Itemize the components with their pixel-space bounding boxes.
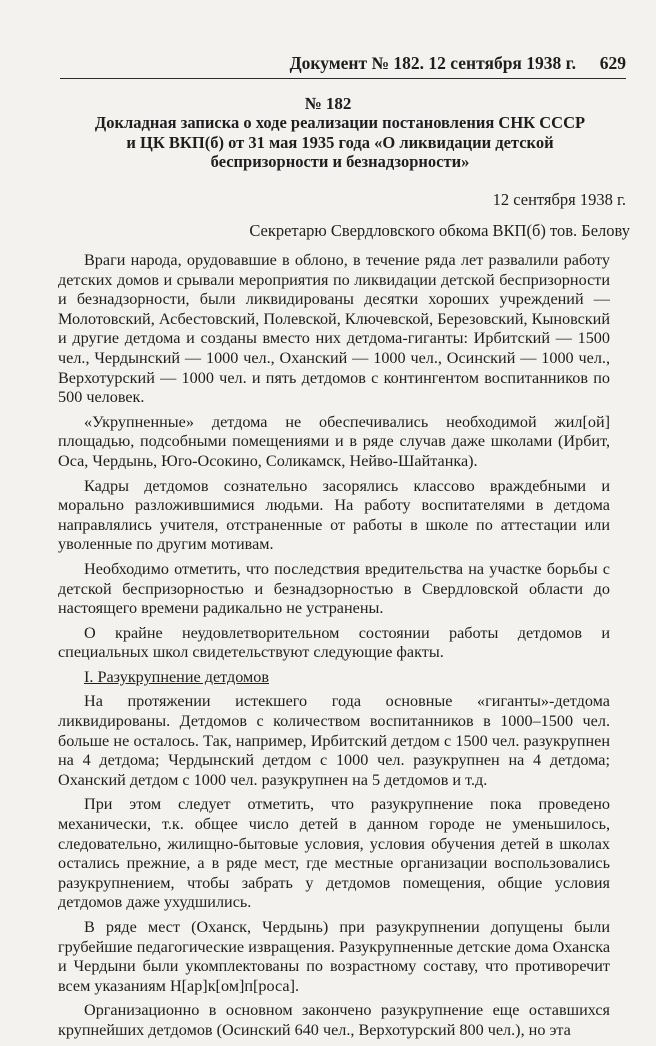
page-number: 629 [599, 53, 626, 73]
paragraph: При этом следует отметить, что разукрупнение пока проведено механически, т.к. общее число детей в данном городе не уменьшилось, следовательно, жилищно-бытовые условия, условия обучения детей в школах остались прежние, а в ряде мест, где местные организации воспользовались разукрупнением, чтобы забрать у детдомов помещения, общие условия детдомов даже ухудшились. [58, 795, 610, 912]
paragraph: На протяжении истекшего года основные «гиганты»-детдома ликвидированы. Детдомов с количеством воспитанников в 1000–1500 чел. больше не осталось. Так, например, Ирбитский детдом с 1500 чел. разукрупнен на 4 детдома; Чердынский детдом с 1000 чел. разукрупнен на 4 детдома; Оханский детдом с 1000 чел. разукрупнен на 5 детдомов и т.д. [58, 692, 610, 789]
document-date: 12 сентября 1938 г. [492, 190, 626, 209]
paragraph: Организационно в основном закончено разукрупнение еще оставшихся крупнейших детдомов (Осинский 640 чел., Верхотурский 800 чел.), но эта [58, 1001, 610, 1039]
section-heading [58, 668, 610, 688]
paragraph: Кадры детдомов сознательно засорялись классово враждебными и морально разложившимися людьми. На работу воспитателями в детдома направлялись учителя, отстраненные от работы в школе по аттестации или уволенные по другим мотивам. [58, 476, 610, 554]
addressee: Секретарю Свердловского обкома ВКП(б) тов. Белову [249, 221, 630, 240]
paragraph: Враги народа, орудовавшие в облоно, в течение ряда лет развалили работу детских домов и срывали мероприятия по ликвидации детской беспризорности и безнадзорности, были ликвидированы десятки хороших учреждений — Молотовский, Асбестовский, Полевской, Ключевской, Березовский, Кыновский и другие детдома и созданы вместо них детдома-гиганты: Ирбитский — 1500 чел., Чердынский — 1000 чел., Оханский — 1000 чел., Осинский — 1000 чел., Верхотурский — 1000 чел. и пять детдомов с контингентом воспитанников по 500 человек. [58, 251, 610, 407]
paragraph: «Укрупненные» детдома не обеспечивались необходимой жил[ой] площадью, подсобными помещениями и в ряде случав даже школами (Ирбит, Оса, Чердынь, Юго-Осокино, Соликамск, Нейво-Шайтанка). [58, 412, 610, 470]
running-head-title: Документ № 182. 12 сентября 1938 г. [289, 53, 576, 73]
document-body [58, 251, 610, 1046]
document-title [70, 113, 610, 172]
paragraph: Необходимо отметить, что последствия вредительства на участке борьбы с детской беспризорностью и безнадзорностью в Свердловской области до настоящего времени радикально не устранены. [58, 559, 610, 618]
paragraph: О крайне неудовлетворительном состоянии работы детдомов и специальных школ свидетельствуют следующие факты. [58, 623, 610, 662]
running-head [60, 52, 626, 79]
document-title-line: и ЦК ВКП(б) от 31 мая 1935 года «О ликвидации детской [126, 132, 554, 152]
document-title-line: беспризорности и безнадзорности» [210, 152, 470, 171]
paragraph: В ряде мест (Оханск, Чердынь) при разукрупнении допущены были грубейшие педагогические извращения. Разукрупненные детские дома Оханска и Чердыни были укомплектованы по возрастному составу, что противоречит всем указаниям Н[ар]к[ом]п[роса]. [58, 918, 610, 995]
document-number: № 182 [304, 94, 352, 113]
document-title-line: Докладная записка о ходе реализации постановления СНК СССР [94, 113, 586, 132]
section-heading-text: I. Разукрупнение детдомов [84, 667, 270, 686]
